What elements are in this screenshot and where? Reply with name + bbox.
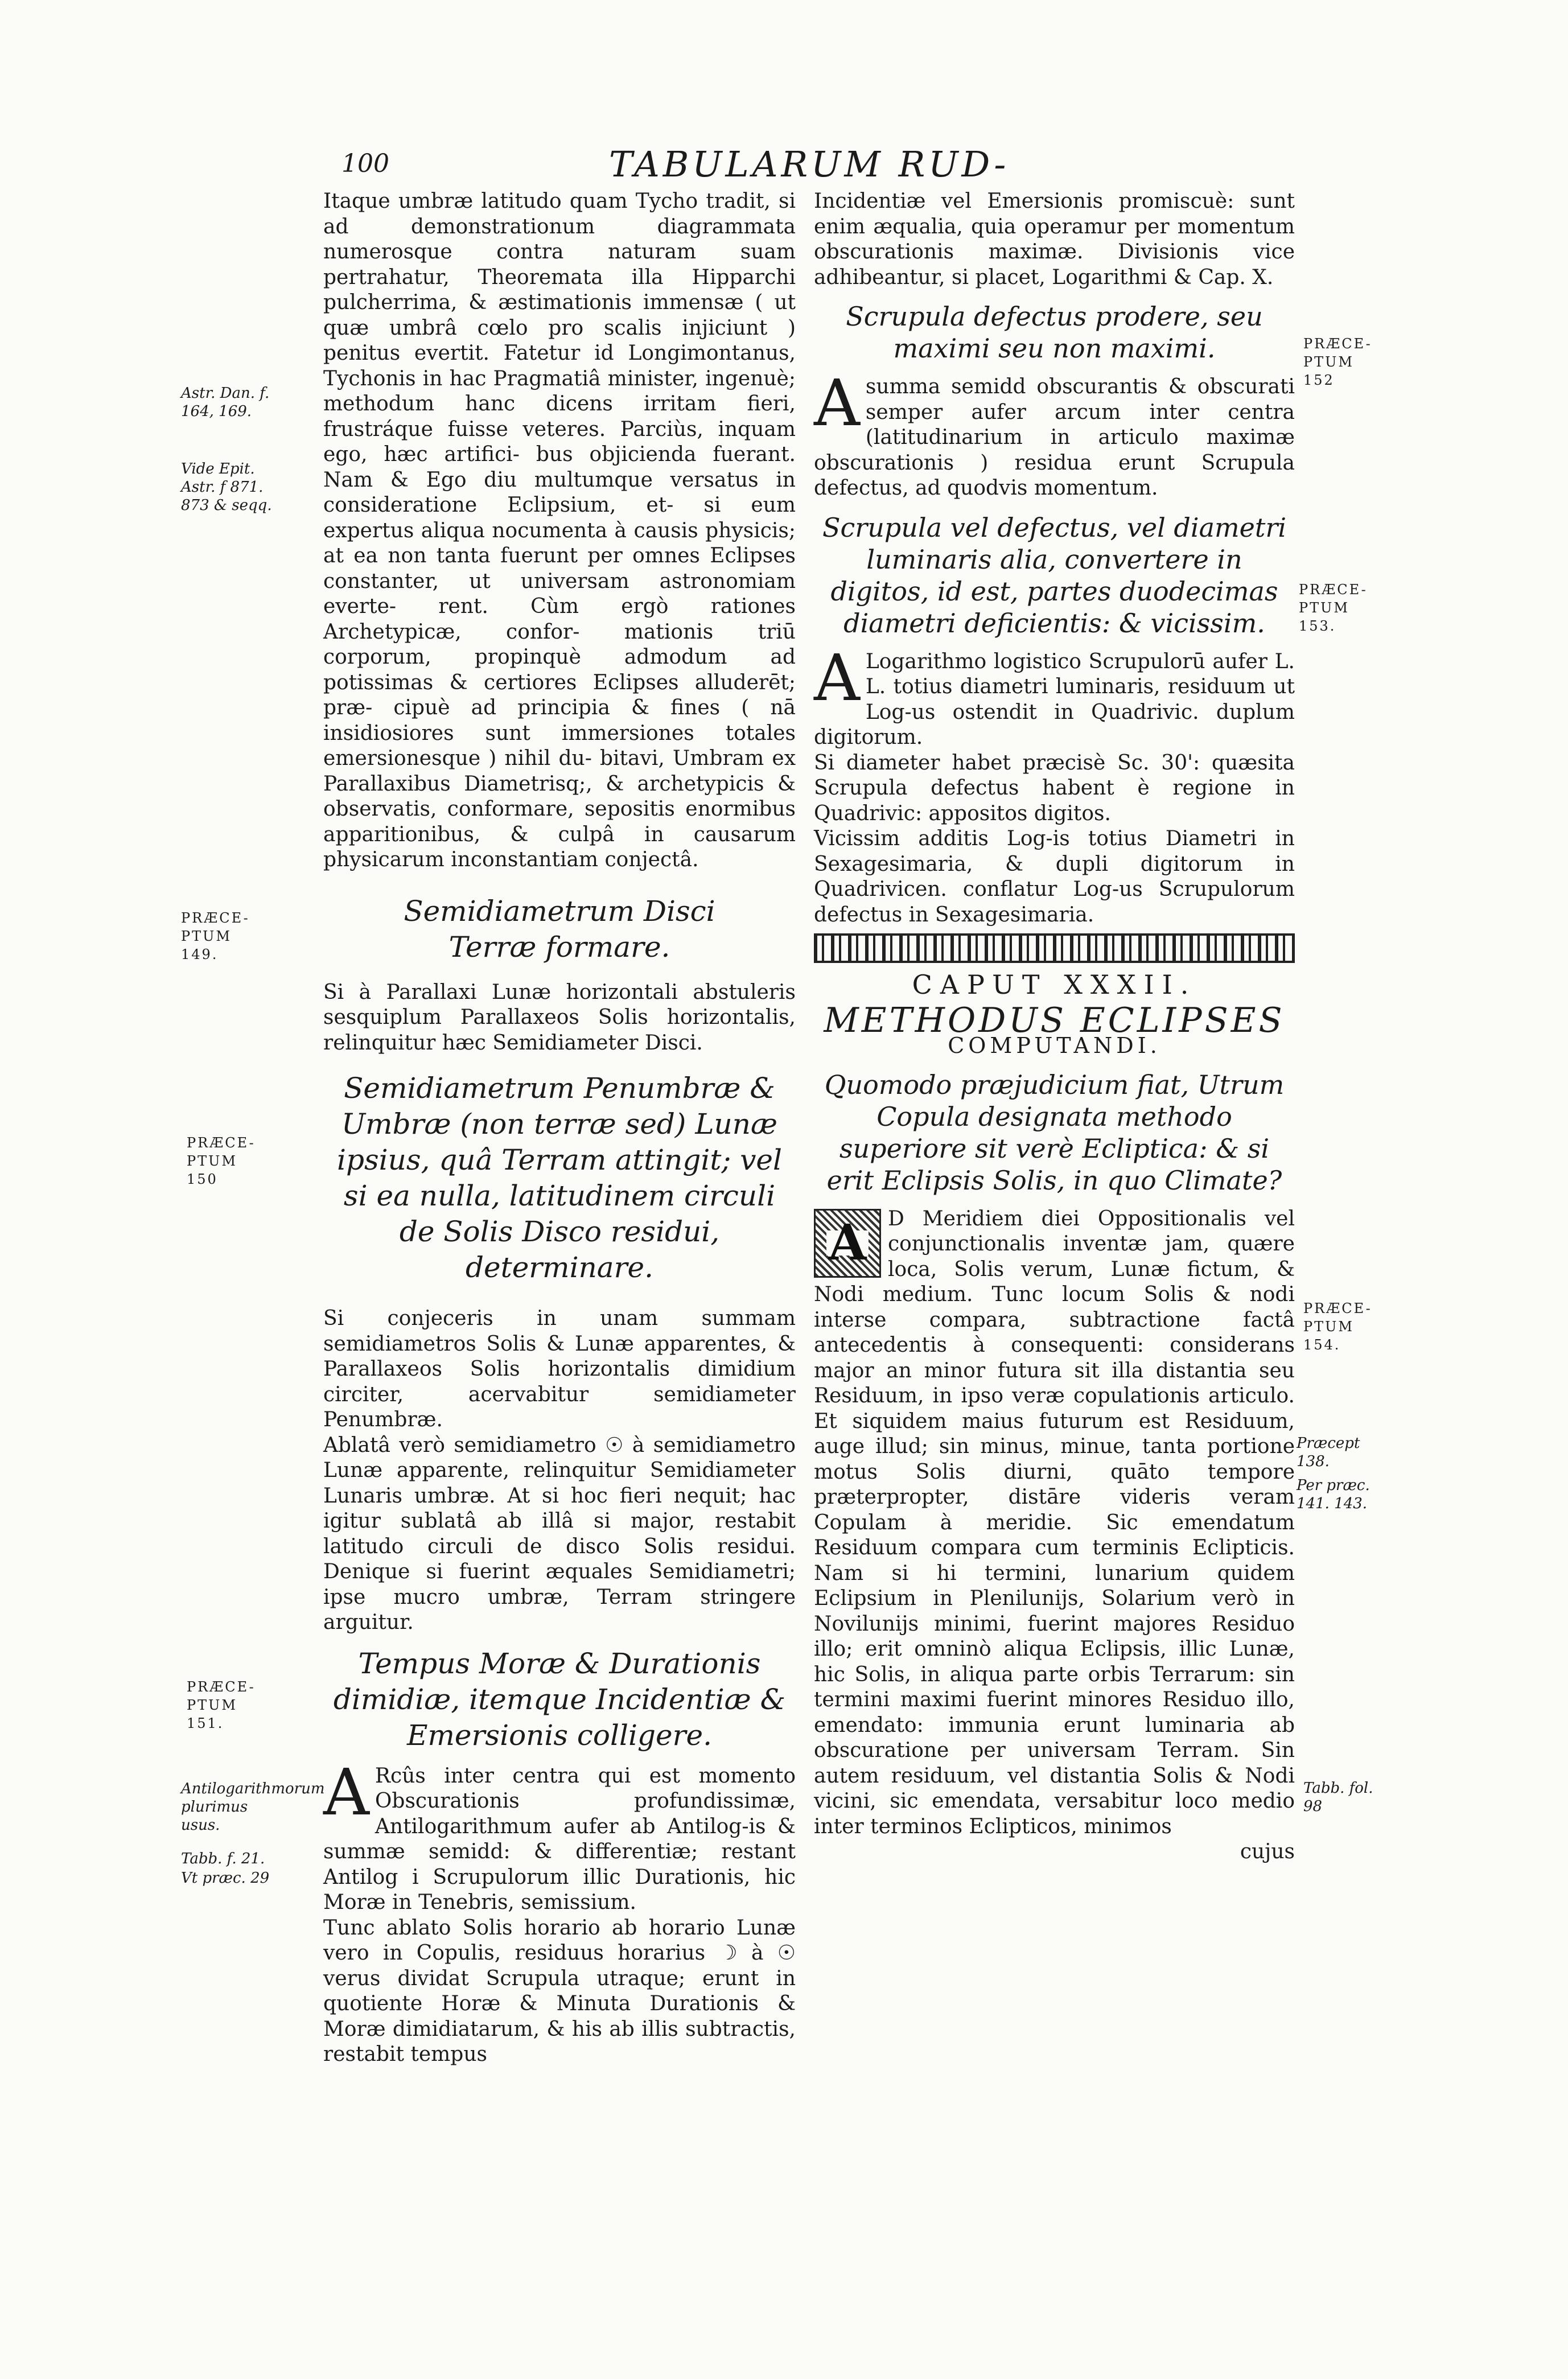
margin-note-per-praec: Per præc. 141. 143.	[1297, 1477, 1370, 1512]
heading-quomodo-praejudicium: Quomodo præjudicium fiat, Utrum Copula designata methodo superiore sit verè Ecliptica: & si erit Eclipsis Solis, in quo Climate?	[824, 1069, 1285, 1196]
heading-convertere-digitos: Scrupula vel defectus, vel diametri luminaris alia, convertere in digitos, id est, partes duodecimas diametri deficientis: & vicissim.	[822, 512, 1287, 639]
paragraph-text: summa semidd obscurantis & obscurati semper aufer arcum inter centra (latitudinarium in articulo maximæ obscurationis ) residua erunt Scrupula defectus, ad quodvis momentum.	[814, 375, 1295, 500]
initial-letter: A	[814, 641, 860, 715]
right-column	[814, 189, 1295, 1865]
heading-scrupula-defectus: Scrupula defectus prodere, seu maximi seu non maximi.	[846, 301, 1263, 364]
margin-praeceptum-151: PRÆCE- PTUM 151.	[187, 1679, 256, 1731]
paragraph: Si diameter habet præcisè Sc. 30': quæsita Scrupula defectus habent è regione in Quadrivic: appositos digitos.	[814, 751, 1295, 825]
initial-letter: A	[814, 367, 860, 441]
paragraph: Si conjeceris in unam summam semidiametros Solis & Lunæ apparentes, & Parallaxeos Solis horizontalis dimidium circiter, acervabitur semidiameter Penumbræ.	[323, 1307, 796, 1431]
paragraph-with-initial	[814, 1207, 1295, 1840]
chapter-title: METHODUS ECLIPSES	[824, 1000, 1285, 1040]
page-number: 100	[341, 149, 389, 178]
paragraph-with-initial	[323, 1755, 796, 1916]
heading-tempus-morae: Tempus Moræ & Durationis dimidiæ, itemque Incidentiæ & Emersionis colligere.	[333, 1647, 786, 1752]
paragraph: Tunc ablato Solis horario ab horario Lunæ vero in Copulis, residuus horarius ☽ à ☉ verus dividat Scrupula utraque; erunt in quotiente Horæ & Minuta Durationis & Moræ dimidiatarum, & his ab illis subtractis, restabit tempus	[323, 1916, 796, 2066]
paragraph: Itaque umbræ latitudo quam Tycho tradit, si ad demonstrationum diagrammata numerosque contra naturam suam pertrahatur, Theoremata illa Hipparchi pulcherrima, & æstimationis immensæ ( ut quæ umbrâ cœlo pro scalis injiciunt ) penitus evertit. Fatetur id Longimontanus, Tychonis in hac Pragmatiâ minister, ingenuè; methodum hanc dicens irritam fieri, frustráque fuisse veteres. Parciùs, inquam ego, hæc artifici- bus objicienda fuerant. Nam & Ego diu multumque versatus in consideratione Eclipsium, et- si eum expertus aliqua nocumenta à causis physicis; at ea non tanta fuerunt per omnes Eclipses constanter, ut universam astronomiam everte- rent. Cùm ergò rationes Archetypicæ, confor- mationis triū corporum, propinquè admodum ad potissimas & certiores Eclipses alluderēt; præ- cipuè ad principia & fines ( nā insidiosiores sunt immersiones totales emersionesque ) nihil du- bitavi, Umbram ex Parallaxibus Diametrisq;, & archetypicis & observatis, conformare, sepositis enormibus apparitionibus, & culpâ in causarum physicarum inconstantiam conjectâ.	[323, 190, 796, 871]
margin-note-vt-praec: Vt præc. 29	[181, 1870, 270, 1887]
running-head: TABULARUM RUD-	[609, 143, 1010, 185]
paragraph: Incidentiæ vel Emersionis promiscuè: sunt enim æqualia, quia operamur per momentum obscurationis maximæ. Divisionis vice adhibeantur, si placet, Logarithmi & Cap. X.	[814, 190, 1295, 289]
margin-note-antilogarithmorum: Antilogarithmorum plurimus usus.	[181, 1780, 325, 1834]
catchword-line	[814, 1839, 1295, 1865]
initial-letter: A	[826, 1230, 869, 1256]
margin-praeceptum-154: PRÆCE- PTUM 154.	[1303, 1300, 1372, 1353]
paragraph-with-initial	[814, 367, 1295, 501]
heading-semidiametrum-disci: Semidiametrum Disci Terræ formare.	[404, 894, 715, 964]
ornamental-border	[814, 933, 1295, 963]
margin-note-praecept-138: Præcept 138.	[1297, 1435, 1360, 1470]
left-column	[323, 189, 796, 2068]
ornamented-initial	[814, 1209, 881, 1278]
paragraph-text: Rcûs inter centra qui est momento Obscurationis profundissimæ, Antilogarithmum aufer ab Antilog-is & summæ semidd: & differentiæ; restant Antilog i Scrupulorum illic Durationis, hic Moræ in Tenebris, semissium.	[323, 1764, 796, 1914]
margin-note-astr-dan: Astr. Dan. f. 164, 169.	[181, 385, 270, 420]
paragraph-with-initial	[814, 641, 1295, 751]
chapter-number: CAPUT XXXII.	[912, 969, 1197, 1000]
margin-note-vide-epit: Vide Epit. Astr. f 871. 873 & seqq.	[181, 460, 272, 514]
paragraph: Vicissim additis Log-is totius Diametri in Sexagesimaria, & dupli digitorum in Quadrivicen. conflatur Log-us Scrupulorum defectus in Sexagesimaria.	[814, 827, 1295, 927]
margin-praeceptum-153: PRÆCE- PTUM 153.	[1299, 582, 1368, 634]
paragraph-text: Logarithmo logistico Scrupulorū aufer L. L. totius diametri luminaris, residuum ut Log-us ostendit in Quadrivic. duplum digitorum.	[814, 649, 1295, 749]
heading-semidiametrum-penumbrae: Semidiametrum Penumbræ & Umbræ (non terræ sed) Lunæ ipsius, quâ Terram attingit; vel si ea nulla, latitudinem circuli de Solis Disco residui, determinare.	[336, 1072, 783, 1284]
margin-note-tabb-fol: Tabb. fol. 98	[1303, 1780, 1373, 1815]
margin-praeceptum-152: PRÆCE- PTUM 152	[1303, 336, 1372, 388]
paragraph: Ablatâ verò semidiametro ☉ à semidiametro Lunæ apparente, relinquitur Semidiameter Lunaris umbræ. At si hoc fieri nequit; hac igitur sublatâ ab illâ si major, restabit latitudo circuli de disco Solis residui. Denique si fuerint æquales Semidiametri; ipse mucro umbræ, Terram stringere arguitur.	[323, 1433, 796, 1634]
margin-note-tabb-21: Tabb. f. 21.	[181, 1850, 265, 1867]
catchword: cujus	[1240, 1840, 1295, 1863]
chapter-subtitle: COMPUTANDI.	[948, 1033, 1161, 1058]
margin-praeceptum-149: PRÆCE- PTUM 149.	[181, 910, 250, 962]
paragraph: Si à Parallaxi Lunæ horizontali abstuleris sesquiplum Parallaxeos Solis horizontalis, relinquitur hæc Semidiameter Disci.	[323, 980, 796, 1055]
initial-letter: A	[323, 1755, 369, 1830]
margin-praeceptum-150: PRÆCE- PTUM 150	[187, 1135, 256, 1187]
paragraph-text: D Meridiem diei Oppositionalis vel conjunctionalis inventæ jam, quære loca, Solis verum, Lunæ fictum, & Nodi medium. Tunc locum Solis & nodi interse compara, subtractione factâ antecedentis à consequenti: considerans major an minor futura sit illa distantia seu Residuum, in ipso veræ copulationis articulo. Et siquidem maius futurum est Residuum, auge illud; sin minus, minue, tanta portione motus Solis diurni, quāto tempore præterpropter, distāre videris veram Copulam à meridie. Sic emendatum Residuum compara cum terminis Eclipticis. Nam si hi termini, lunarium quidem Eclipsium in Plenilunijs, Solarium verò in Novilunijs minimi, fuerint majores Residuo illo; erit omninò aliqua Eclipsis, illic Lunæ, hic Solis, in aliqua parte orbis Terrarum: sin termini maximi fuerint minores Residuo illo, emendato: immunia erunt luminaria ab obscuratione per universam Terram. Sin autem residuum, vel distantia Solis & Nodi vicini, sic emendata, versabitur loco medio inter terminos Eclipticos, minimos	[814, 1207, 1295, 1838]
